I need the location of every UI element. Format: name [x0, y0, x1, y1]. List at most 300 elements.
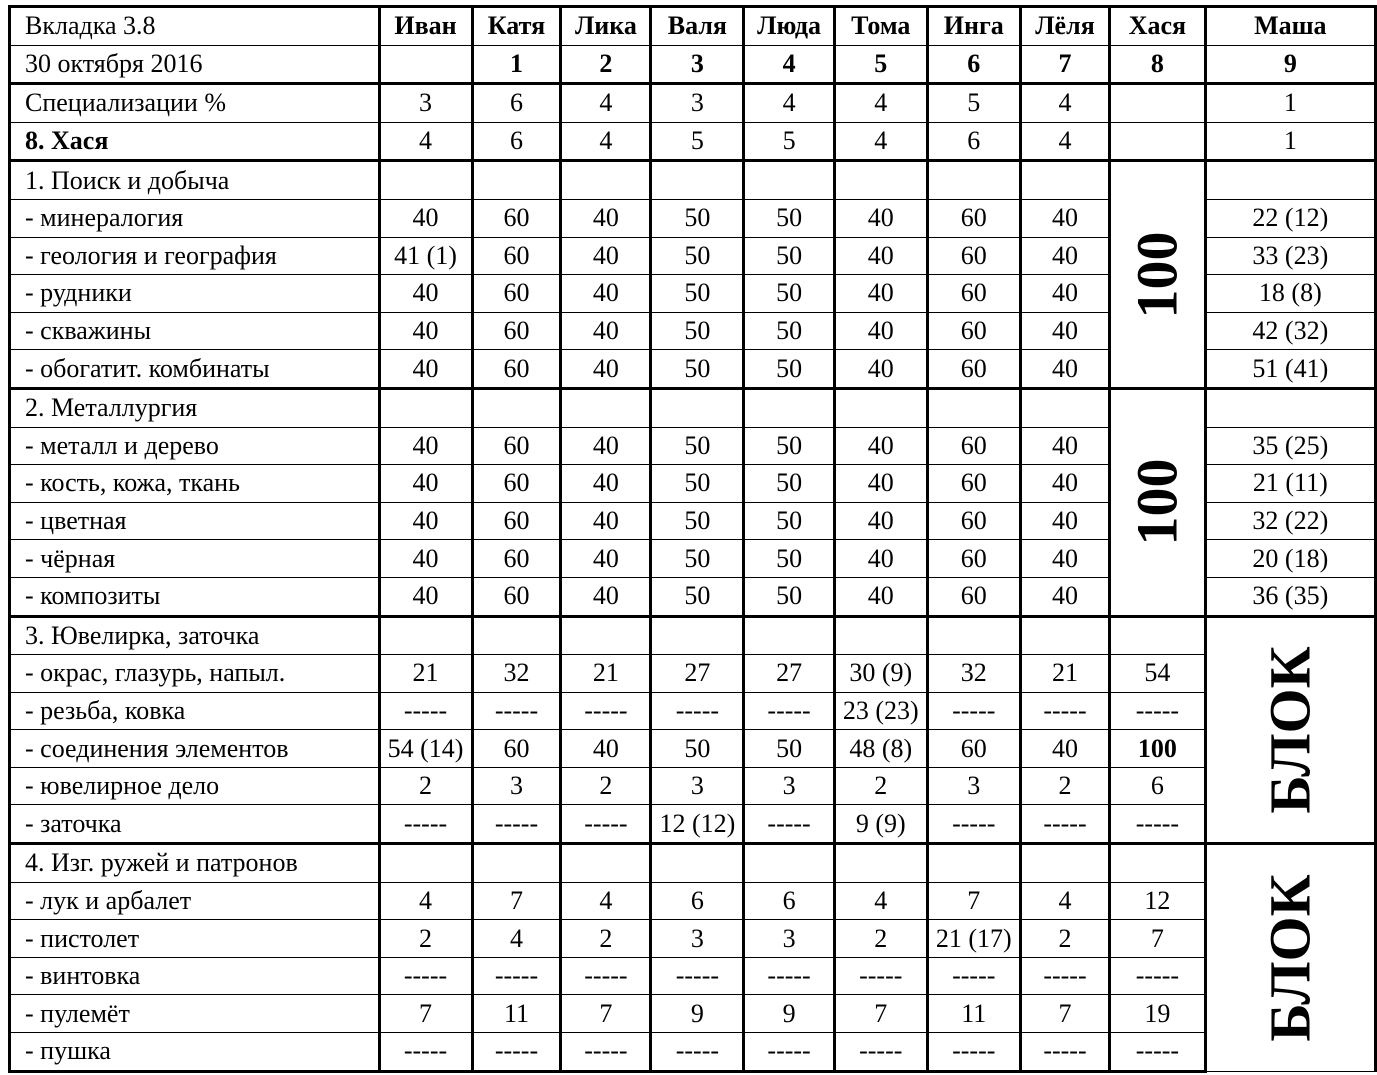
- empty-cell: [744, 388, 834, 427]
- skill-value: 40: [1020, 465, 1109, 503]
- skill-value: 35 (25): [1205, 427, 1375, 465]
- skill-row: [10, 767, 1376, 805]
- skill-value: 60: [927, 540, 1020, 578]
- skill-value: 100: [1110, 730, 1205, 768]
- empty-cell: [927, 161, 1020, 200]
- skill-value: 2: [1020, 920, 1109, 958]
- specialization-value: 4: [1020, 84, 1109, 123]
- skill-value: 18 (8): [1205, 275, 1375, 313]
- skill-label: - пулемёт: [10, 995, 380, 1033]
- empty-cell: [834, 388, 927, 427]
- skill-label: - скважины: [10, 312, 380, 350]
- skill-value: -----: [744, 805, 834, 844]
- empty-cell: [472, 388, 561, 427]
- column-name: Лика: [561, 7, 651, 46]
- skill-value: -----: [379, 805, 472, 844]
- skill-label: - пистолет: [10, 920, 380, 958]
- skill-value: 60: [927, 730, 1020, 768]
- merged-section-text: БЛОК: [1257, 874, 1323, 1042]
- skill-value: 2: [379, 767, 472, 805]
- skill-value: -----: [1020, 957, 1109, 995]
- skill-label: - заточка: [10, 805, 380, 844]
- specialization-value: 1: [1205, 84, 1375, 123]
- section-title-row: [10, 616, 1376, 655]
- skill-value: 21: [561, 655, 651, 693]
- empty-cell: [834, 616, 927, 655]
- skill-value: 50: [651, 199, 744, 237]
- skill-value: 7: [834, 995, 927, 1033]
- skill-value: -----: [651, 957, 744, 995]
- skill-value: 21 (11): [1205, 465, 1375, 503]
- skill-value: 40: [1020, 350, 1109, 389]
- skill-row: [10, 882, 1376, 920]
- empty-cell: [379, 161, 472, 200]
- specializations-label: Специализации %: [10, 84, 380, 123]
- selected-person-value: 4: [834, 122, 927, 161]
- merged-section-label: [1205, 844, 1375, 1072]
- skill-value: 40: [379, 577, 472, 616]
- empty-cell: [651, 388, 744, 427]
- selected-person-value: 6: [927, 122, 1020, 161]
- column-number: 8: [1110, 45, 1205, 84]
- skill-value: 9: [651, 995, 744, 1033]
- selected-person-value: 1: [1205, 122, 1375, 161]
- skill-value: 50: [744, 540, 834, 578]
- empty-cell: [744, 161, 834, 200]
- skill-value: 60: [472, 540, 561, 578]
- skill-value: 60: [927, 427, 1020, 465]
- skill-value: 12 (12): [651, 805, 744, 844]
- skill-value: 12: [1110, 882, 1205, 920]
- skill-label: - ювелирное дело: [10, 767, 380, 805]
- skill-value: 50: [744, 199, 834, 237]
- specialization-table: [8, 5, 1377, 1073]
- skill-row: [10, 957, 1376, 995]
- skill-value: 40: [834, 275, 927, 313]
- skill-value: 40: [561, 502, 651, 540]
- skill-value: 40: [834, 427, 927, 465]
- skill-value: 40: [1020, 577, 1109, 616]
- section-title-row: [10, 844, 1376, 883]
- skill-value: -----: [744, 1033, 834, 1072]
- skill-value: 40: [834, 502, 927, 540]
- selected-person-label: 8. Хася: [10, 122, 380, 161]
- tab-label: Вкладка 3.8: [10, 7, 380, 46]
- empty-cell: [379, 844, 472, 883]
- empty-cell: [472, 616, 561, 655]
- date-label: 30 октября 2016: [10, 45, 380, 84]
- skill-value: -----: [561, 692, 651, 730]
- skill-value: 21 (17): [927, 920, 1020, 958]
- skill-value: 60: [927, 577, 1020, 616]
- skill-label: - кость, кожа, ткань: [10, 465, 380, 503]
- skill-value: 21: [379, 655, 472, 693]
- skill-value: 40: [1020, 730, 1109, 768]
- empty-cell: [1020, 388, 1109, 427]
- skill-value: 40: [1020, 540, 1109, 578]
- skill-label: - цветная: [10, 502, 380, 540]
- skill-value: 4: [472, 920, 561, 958]
- skill-label: - резьба, ковка: [10, 692, 380, 730]
- empty-cell: [651, 161, 744, 200]
- column-number: 6: [927, 45, 1020, 84]
- skill-value: -----: [834, 957, 927, 995]
- skill-value: 60: [472, 199, 561, 237]
- skill-value: 32: [927, 655, 1020, 693]
- section-title: 2. Металлургия: [10, 388, 380, 427]
- column-number: 9: [1205, 45, 1375, 84]
- column-name: Тома: [834, 7, 927, 46]
- skill-value: -----: [1110, 957, 1205, 995]
- empty-cell: [834, 844, 927, 883]
- skill-value: 40: [379, 427, 472, 465]
- specialization-value: [1110, 84, 1205, 123]
- skill-value: 4: [379, 882, 472, 920]
- skill-value: 40: [1020, 312, 1109, 350]
- skill-value: 40: [1020, 502, 1109, 540]
- skill-value: -----: [834, 1033, 927, 1072]
- skill-value: -----: [927, 957, 1020, 995]
- empty-cell: [1110, 616, 1205, 655]
- column-name: Валя: [651, 7, 744, 46]
- specialization-value: 3: [651, 84, 744, 123]
- skill-value: 40: [834, 312, 927, 350]
- merged-section-text: 100: [1124, 458, 1190, 546]
- merged-section-text: БЛОК: [1257, 646, 1323, 814]
- skill-value: 60: [472, 350, 561, 389]
- skill-label: - обогатит. комбинаты: [10, 350, 380, 389]
- skill-value: 40: [379, 465, 472, 503]
- skill-value: 40: [379, 350, 472, 389]
- skill-label: - минералогия: [10, 199, 380, 237]
- skill-value: 40: [561, 199, 651, 237]
- skill-value: 27: [651, 655, 744, 693]
- skill-value: 50: [744, 577, 834, 616]
- skill-value: 50: [651, 540, 744, 578]
- skill-value: 50: [651, 730, 744, 768]
- skill-value: 3: [927, 767, 1020, 805]
- skill-value: 3: [744, 920, 834, 958]
- skill-value: 50: [651, 237, 744, 275]
- skill-value: 54 (14): [379, 730, 472, 768]
- column-name: Катя: [472, 7, 561, 46]
- empty-cell: [1205, 388, 1375, 427]
- skill-value: 60: [927, 275, 1020, 313]
- skill-value: -----: [927, 1033, 1020, 1072]
- skill-value: 60: [472, 577, 561, 616]
- skill-value: 40: [561, 540, 651, 578]
- header-names-row: [10, 7, 1376, 46]
- skill-value: 40: [834, 199, 927, 237]
- skill-value: 40: [561, 465, 651, 503]
- section-title: 4. Изг. ружей и патронов: [10, 844, 380, 883]
- skill-value: 9: [744, 995, 834, 1033]
- empty-cell: [651, 616, 744, 655]
- skill-value: 40: [379, 312, 472, 350]
- skill-value: 41 (1): [379, 237, 472, 275]
- skill-value: 40: [561, 312, 651, 350]
- skill-value: 40: [561, 350, 651, 389]
- specialization-value: 4: [834, 84, 927, 123]
- skill-value: -----: [561, 805, 651, 844]
- skill-value: 7: [1020, 995, 1109, 1033]
- skill-value: 50: [651, 427, 744, 465]
- skill-value: 60: [927, 502, 1020, 540]
- skill-value: 21: [1020, 655, 1109, 693]
- empty-cell: [379, 388, 472, 427]
- skill-value: 50: [651, 577, 744, 616]
- skill-value: 40: [834, 540, 927, 578]
- skill-value: 50: [651, 350, 744, 389]
- skill-value: 2: [834, 767, 927, 805]
- skill-value: 40: [834, 237, 927, 275]
- skill-value: 60: [472, 237, 561, 275]
- column-number: 1: [472, 45, 561, 84]
- skill-row: [10, 805, 1376, 844]
- skill-value: 2: [561, 767, 651, 805]
- skill-value: 40: [379, 502, 472, 540]
- skill-value: -----: [1020, 1033, 1109, 1072]
- skill-value: 7: [561, 995, 651, 1033]
- skill-value: 2: [561, 920, 651, 958]
- selected-person-value: 4: [379, 122, 472, 161]
- skill-value: -----: [472, 692, 561, 730]
- skill-value: 50: [744, 502, 834, 540]
- column-number: 2: [561, 45, 651, 84]
- empty-cell: [927, 388, 1020, 427]
- empty-cell: [927, 616, 1020, 655]
- skill-value: -----: [744, 692, 834, 730]
- skill-value: 7: [927, 882, 1020, 920]
- skill-value: 48 (8): [834, 730, 927, 768]
- skill-row: [10, 1033, 1376, 1072]
- skill-value: 32: [472, 655, 561, 693]
- empty-cell: [561, 161, 651, 200]
- empty-cell: [561, 844, 651, 883]
- skill-value: 40: [379, 275, 472, 313]
- skill-label: - металл и дерево: [10, 427, 380, 465]
- specialization-value: 5: [927, 84, 1020, 123]
- skill-value: 9 (9): [834, 805, 927, 844]
- merged-section-label: [1110, 388, 1205, 616]
- skill-row: [10, 920, 1376, 958]
- empty-cell: [834, 161, 927, 200]
- skill-value: 50: [744, 730, 834, 768]
- skill-value: 60: [472, 312, 561, 350]
- skill-value: 40: [1020, 199, 1109, 237]
- section-title: 3. Ювелирка, заточка: [10, 616, 380, 655]
- skill-value: 27: [744, 655, 834, 693]
- skill-value: 40: [1020, 427, 1109, 465]
- skill-value: 3: [744, 767, 834, 805]
- skill-value: 7: [472, 882, 561, 920]
- skill-value: -----: [1110, 1033, 1205, 1072]
- column-name: Иван: [379, 7, 472, 46]
- skill-value: 50: [651, 502, 744, 540]
- empty-cell: [472, 844, 561, 883]
- skill-label: - пушка: [10, 1033, 380, 1072]
- merged-section-label: [1110, 161, 1205, 389]
- selected-person-value: 5: [651, 122, 744, 161]
- skill-value: 4: [834, 882, 927, 920]
- skill-value: 50: [744, 350, 834, 389]
- column-name: Люда: [744, 7, 834, 46]
- skill-value: 40: [834, 350, 927, 389]
- skill-value: 40: [834, 465, 927, 503]
- skill-value: 23 (23): [834, 692, 927, 730]
- skill-value: 40: [561, 275, 651, 313]
- skill-value: -----: [1110, 692, 1205, 730]
- skill-value: -----: [744, 957, 834, 995]
- specialization-value: 6: [472, 84, 561, 123]
- skill-value: -----: [379, 1033, 472, 1072]
- skill-value: 6: [1110, 767, 1205, 805]
- skill-label: - винтовка: [10, 957, 380, 995]
- skill-value: 60: [927, 312, 1020, 350]
- empty-cell: [1020, 844, 1109, 883]
- skill-value: -----: [927, 692, 1020, 730]
- skill-value: 40: [379, 540, 472, 578]
- section-title: 1. Поиск и добыча: [10, 161, 380, 200]
- specialization-value: 3: [379, 84, 472, 123]
- column-name: Лёля: [1020, 7, 1109, 46]
- selected-person-value: 5: [744, 122, 834, 161]
- skill-value: 50: [744, 237, 834, 275]
- skill-value: 7: [379, 995, 472, 1033]
- skill-value: 40: [561, 730, 651, 768]
- skill-value: 60: [927, 465, 1020, 503]
- skill-value: 60: [472, 427, 561, 465]
- skill-value: -----: [561, 1033, 651, 1072]
- skill-value: 3: [472, 767, 561, 805]
- skill-value: 2: [1020, 767, 1109, 805]
- column-name: Маша: [1205, 7, 1375, 46]
- skill-value: -----: [379, 957, 472, 995]
- skill-label: - окрас, глазурь, напыл.: [10, 655, 380, 693]
- skill-value: 6: [651, 882, 744, 920]
- column-number: 3: [651, 45, 744, 84]
- skill-label: - рудники: [10, 275, 380, 313]
- column-name: Хася: [1110, 7, 1205, 46]
- skill-value: -----: [651, 692, 744, 730]
- skill-label: - соединения элементов: [10, 730, 380, 768]
- skill-value: 20 (18): [1205, 540, 1375, 578]
- empty-cell: [1020, 616, 1109, 655]
- specialization-value: 4: [744, 84, 834, 123]
- empty-cell: [744, 844, 834, 883]
- skill-value: 40: [834, 577, 927, 616]
- column-number: 7: [1020, 45, 1109, 84]
- skill-value: 51 (41): [1205, 350, 1375, 389]
- skill-value: -----: [1110, 805, 1205, 844]
- skill-value: 32 (22): [1205, 502, 1375, 540]
- skill-value: 40: [1020, 237, 1109, 275]
- section-title-row: [10, 388, 1376, 427]
- skill-label: - композиты: [10, 577, 380, 616]
- skill-value: 4: [561, 882, 651, 920]
- selected-person-row: [10, 122, 1376, 161]
- skill-value: 60: [927, 237, 1020, 275]
- skill-value: -----: [379, 692, 472, 730]
- skill-value: -----: [1020, 805, 1109, 844]
- skill-value: 3: [651, 767, 744, 805]
- header-numbers-row: [10, 45, 1376, 84]
- skill-value: 40: [561, 237, 651, 275]
- skill-value: 42 (32): [1205, 312, 1375, 350]
- column-number: 4: [744, 45, 834, 84]
- skill-row: [10, 730, 1376, 768]
- skill-value: 40: [379, 199, 472, 237]
- skill-label: - геология и география: [10, 237, 380, 275]
- selected-person-value: 6: [472, 122, 561, 161]
- skill-value: 19: [1110, 995, 1205, 1033]
- skill-value: 60: [927, 199, 1020, 237]
- skill-value: 11: [472, 995, 561, 1033]
- selected-person-value: 4: [1020, 122, 1109, 161]
- skill-value: 3: [651, 920, 744, 958]
- skill-value: 50: [744, 312, 834, 350]
- skill-value: 40: [561, 577, 651, 616]
- skill-value: 11: [927, 995, 1020, 1033]
- column-number: [379, 45, 472, 84]
- merged-section-label: [1205, 616, 1375, 844]
- skill-value: -----: [927, 805, 1020, 844]
- skill-value: 50: [744, 465, 834, 503]
- skill-value: 54: [1110, 655, 1205, 693]
- skill-label: - лук и арбалет: [10, 882, 380, 920]
- skill-value: 50: [651, 465, 744, 503]
- skill-value: -----: [561, 957, 651, 995]
- skill-row: [10, 692, 1376, 730]
- skill-value: 7: [1110, 920, 1205, 958]
- skill-value: 60: [927, 350, 1020, 389]
- column-number: 5: [834, 45, 927, 84]
- empty-cell: [472, 161, 561, 200]
- selected-person-value: [1110, 122, 1205, 161]
- skill-value: 60: [472, 275, 561, 313]
- skill-value: 36 (35): [1205, 577, 1375, 616]
- skill-value: 60: [472, 502, 561, 540]
- skill-value: 22 (12): [1205, 199, 1375, 237]
- skill-label: - чёрная: [10, 540, 380, 578]
- empty-cell: [651, 844, 744, 883]
- selected-person-value: 4: [561, 122, 651, 161]
- empty-cell: [1020, 161, 1109, 200]
- skill-value: 50: [744, 427, 834, 465]
- skill-value: 50: [651, 275, 744, 313]
- skill-value: 50: [651, 312, 744, 350]
- skill-value: 33 (23): [1205, 237, 1375, 275]
- skill-value: 40: [1020, 275, 1109, 313]
- skill-value: 40: [561, 427, 651, 465]
- skill-value: 60: [472, 730, 561, 768]
- skill-value: -----: [1020, 692, 1109, 730]
- skill-value: 6: [744, 882, 834, 920]
- empty-cell: [1110, 844, 1205, 883]
- empty-cell: [927, 844, 1020, 883]
- section-title-row: [10, 161, 1376, 200]
- specializations-row: [10, 84, 1376, 123]
- skill-value: 4: [1020, 882, 1109, 920]
- skill-value: -----: [651, 1033, 744, 1072]
- skill-value: -----: [472, 805, 561, 844]
- column-name: Инга: [927, 7, 1020, 46]
- skill-value: 30 (9): [834, 655, 927, 693]
- skill-row: [10, 655, 1376, 693]
- skill-value: -----: [472, 1033, 561, 1072]
- specialization-value: 4: [561, 84, 651, 123]
- merged-section-text: 100: [1124, 231, 1190, 319]
